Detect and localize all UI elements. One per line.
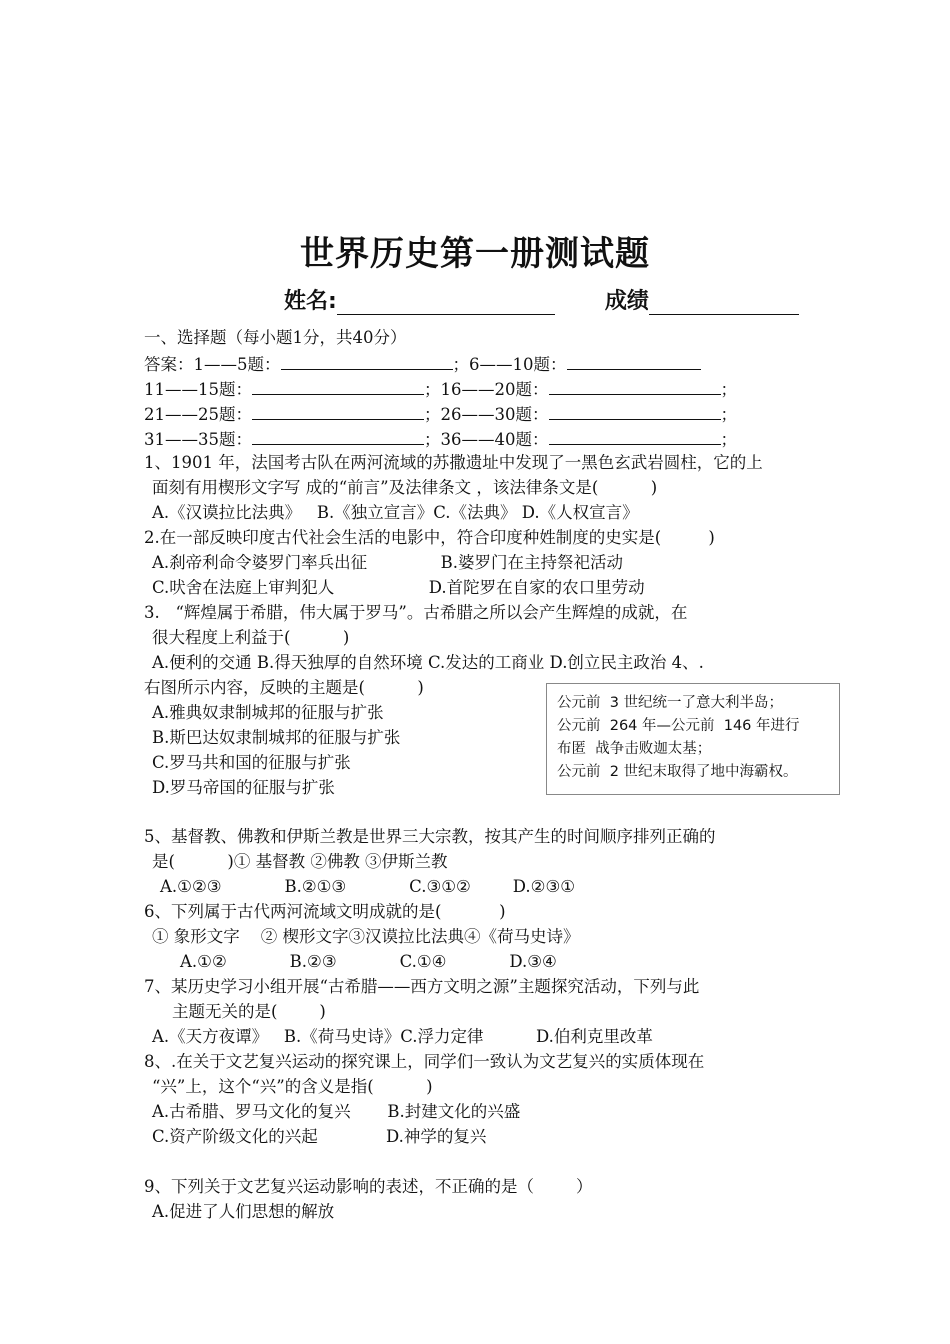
answer-blank[interactable] [549,376,721,395]
question-4-option-c: C.罗马共和国的征服与扩张 [152,753,351,772]
name-blank[interactable] [337,290,555,315]
score-label: 成绩 [604,289,649,314]
answer-blank[interactable] [252,401,424,420]
name-score-row [284,284,799,315]
question-9-option-a: A.促进了人们思想的解放 [152,1202,335,1221]
answer-label: ；6——10题： [452,355,567,374]
question-6-items: ① 象形文字 ② 楔形文字③汉谟拉比法典④《荷马史诗》 [152,927,580,946]
answer-label: ； [720,380,737,399]
answer-blank[interactable] [281,351,453,370]
question-1-options: A.《汉谟拉比法典》 B.《独立宣言》C.《法典》 D.《人权宣言》 [152,503,639,522]
question-8-stem-cont: “兴”上，这个“兴”的含义是指( ) [152,1077,433,1096]
question-5-stem-cont: 是( )① 基督教 ②佛教 ③伊斯兰教 [152,852,448,871]
question-8-options-ab: A.古希腊、罗马文化的复兴 B.封建文化的兴盛 [152,1102,521,1121]
score-blank[interactable] [649,290,799,315]
section-heading: 一、选择题（每小题1分，共40分） [144,328,407,347]
question-7-stem-cont: 主题无关的是( ) [172,1002,326,1021]
question-6-options: A.①② B.②③ C.①④ D.③④ [180,952,557,971]
answer-label: ；36——40题： [424,430,549,449]
question-2-options-ab: A.刹帝利命令婆罗门率兵出征 B.婆罗门在主持祭祀活动 [152,553,623,572]
question-1-stem-cont: 面刻有用楔形文字写 成的“前言”及法律条文 ，该法律条文是( ) [152,478,658,497]
question-7-stem: 7、某历史学习小组开展“古希腊——西方文明之源”主题探究活动，下列与此 [144,977,700,996]
answer-row-4 [144,426,737,453]
answer-row-3 [144,401,737,428]
question-3-stem-cont: 很大程度上利益于( ) [152,628,350,647]
question-6-stem: 6、下列属于古代两河流域文明成就的是( ) [144,902,506,921]
name-label: 姓名: [284,289,337,314]
page-title: 世界历史第一册测试题 [300,234,650,274]
answer-row-2 [144,376,737,403]
answer-blank[interactable] [549,426,721,445]
question-8-stem: 8、.在关于文艺复兴运动的探究课上，同学们一致认为文艺复兴的实质体现在 [144,1052,705,1071]
question-5-options: A.①②③ B.②①③ C.③①② D.②③① [160,877,576,896]
question-1-stem: 1、1901 年，法国考古队在两河流域的苏撒遗址中发现了一黑色玄武岩圆柱，它的上 [144,453,763,472]
question-3-stem: 3. “辉煌属于希腊，伟大属于罗马”。古希腊之所以会产生辉煌的成就，在 [144,603,688,622]
answer-row-1 [144,351,701,378]
question-8-options-cd: C.资产阶级文化的兴起 D.神学的复兴 [152,1127,487,1146]
question-7-options: A.《天方夜谭》 B.《荷马史诗》C.浮力定律 D.伯利克里改革 [152,1027,653,1046]
facts-line: 布匿 战争击败迦太基； [557,741,712,757]
answer-label: 11——15题： [144,380,252,399]
question-2-options-cd: C.吠舍在法庭上审判犯人 D.首陀罗在自家的农口里劳动 [152,578,645,597]
history-facts-box [546,683,840,795]
answer-blank[interactable] [549,401,721,420]
answer-blank[interactable] [252,376,424,395]
answer-label: ； [720,405,737,424]
facts-line: 公元前 2 世纪末取得了地中海霸权。 [557,764,798,780]
question-3-options: A.便利的交通 B.得天独厚的自然环境 C.发达的工商业 D.创立民主政治 4、. [152,653,704,672]
answer-label: 答案：1——5题： [144,355,281,374]
answer-label: ； [720,430,737,449]
question-5-stem: 5、基督教、佛教和伊斯兰教是世界三大宗教，按其产生的时间顺序排列正确的 [144,827,716,846]
question-9-stem: 9、下列关于文艺复兴运动影响的表述，不正确的是（ ） [144,1177,593,1196]
question-4-option-b: B.斯巴达奴隶制城邦的征服与扩张 [152,728,401,747]
answer-label: ；16——20题： [424,380,549,399]
answer-blank[interactable] [252,426,424,445]
answer-label: 21——25题： [144,405,252,424]
question-4-option-d: D.罗马帝国的征服与扩张 [152,778,335,797]
facts-line: 公元前 264 年—公元前 146 年进行 [557,718,800,734]
question-4-option-a: A.雅典奴隶制城邦的征服与扩张 [152,703,384,722]
facts-line: 公元前 3 世纪统一了意大利半岛； [557,695,784,711]
question-2-stem: 2.在一部反映印度古代社会生活的电影中，符合印度种姓制度的史实是( ) [144,528,715,547]
question-4-stem: 右图所示内容，反映的主题是( ) [144,678,424,697]
answer-blank[interactable] [567,351,701,370]
answer-label: 31——35题： [144,430,252,449]
answer-label: ；26——30题： [424,405,549,424]
